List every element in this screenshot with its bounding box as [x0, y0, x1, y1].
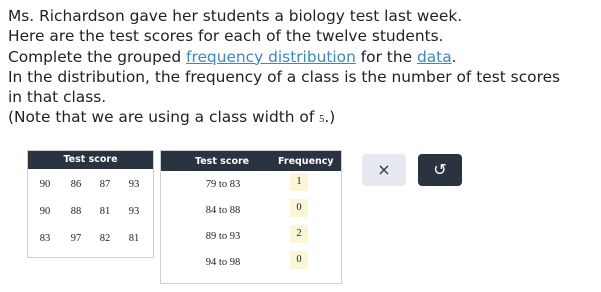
- statement-text: Complete the grouped: [8, 47, 187, 66]
- score-cell: 83: [39, 233, 51, 244]
- class-interval: 94 to 98: [205, 257, 241, 268]
- statement-line-5: in that class.: [8, 88, 107, 107]
- score-cell: 97: [70, 233, 82, 244]
- statement-line-3: [8, 47, 600, 67]
- score-cell: 88: [70, 206, 82, 217]
- table-row: [28, 169, 153, 196]
- frequency-input[interactable]: 0: [290, 199, 308, 217]
- test-scores-table: [27, 150, 154, 258]
- score-cell: 82: [99, 233, 111, 244]
- score-cell: 87: [99, 179, 111, 190]
- data-link[interactable]: data: [416, 47, 452, 66]
- score-cell: 90: [39, 206, 51, 217]
- close-icon: ×: [377, 160, 391, 179]
- statement-line-4: In the distribution, the frequency of a class is the number of test scores: [8, 67, 561, 86]
- column-header-test-score: Test score: [195, 156, 250, 167]
- score-cell: 81: [99, 206, 111, 217]
- class-interval: 89 to 93: [205, 231, 241, 242]
- column-header-frequency: Frequency: [278, 156, 334, 167]
- table-row: [28, 196, 153, 223]
- frequency-distribution-link[interactable]: frequency distribution: [186, 47, 356, 66]
- table-row: [161, 249, 341, 275]
- frequency-input[interactable]: 0: [290, 251, 308, 269]
- score-cell: 93: [128, 206, 140, 217]
- statement-text: .): [324, 108, 336, 127]
- frequency-distribution-table: [160, 150, 342, 284]
- clear-button[interactable]: [362, 154, 406, 186]
- statement-text: .: [451, 47, 457, 66]
- class-width-value: 5: [319, 114, 325, 126]
- statement-line-1: Ms. Richardson gave her students a biology test last week.: [8, 7, 463, 25]
- frequency-table-header: [161, 151, 341, 171]
- class-interval: 84 to 88: [205, 205, 241, 216]
- score-cell: 90: [39, 179, 51, 190]
- undo-button[interactable]: [418, 154, 462, 186]
- table-row: [161, 223, 341, 249]
- undo-icon: ↺: [433, 160, 447, 179]
- frequency-input[interactable]: 1: [290, 173, 308, 191]
- score-cell: 81: [128, 233, 140, 244]
- frequency-input[interactable]: 2: [290, 225, 308, 243]
- score-cell: 93: [128, 179, 140, 190]
- statement-line-6: [8, 107, 600, 130]
- problem-statement: [8, 6, 600, 131]
- score-cell: 86: [70, 179, 82, 190]
- table-row: [28, 223, 153, 250]
- table-row: [161, 197, 341, 223]
- table-row: [161, 171, 341, 197]
- statement-text: (Note that we are using a class width of: [8, 108, 320, 127]
- class-interval: 79 to 83: [205, 179, 241, 190]
- statement-text: for the: [355, 47, 417, 66]
- test-scores-header: Test score: [28, 151, 153, 169]
- statement-line-2: Here are the test scores for each of the twelve students.: [8, 27, 444, 46]
